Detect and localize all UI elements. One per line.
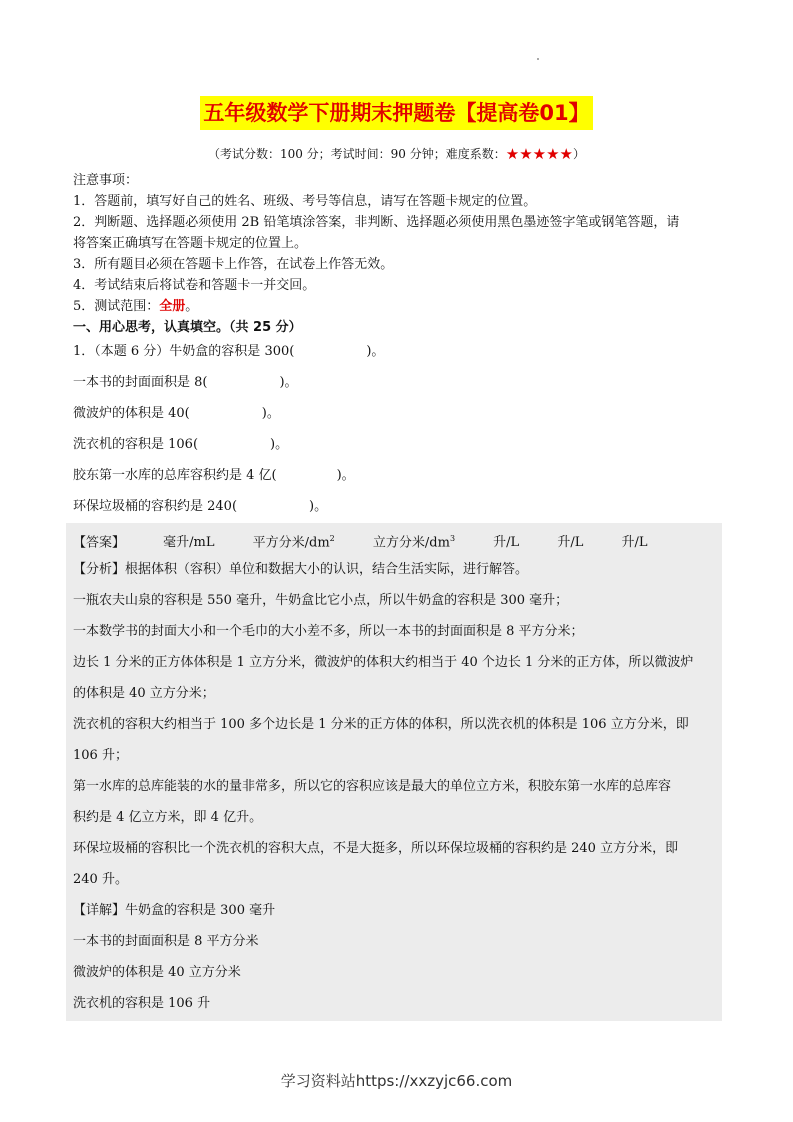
answer-unit: 升/L <box>621 535 648 551</box>
question-text: 环保垃圾桶的容积约是 240( <box>73 499 238 514</box>
analysis-label: 【分析】 <box>73 562 126 577</box>
analysis-line: 一本数学书的封面大小和一个毛巾的大小差不多，所以一本书的封面面积是 8 平方分米； <box>73 624 584 639</box>
analysis-text: 根据体积（容积）单位和数据大小的认识，结合生活实际，进行解答。 <box>125 562 529 577</box>
answer-row <box>73 529 648 553</box>
answer-unit <box>253 529 335 553</box>
exam-info-suffix: ） <box>573 147 586 161</box>
analysis-line: 一瓶农夫山泉的容积是 550 毫升，牛奶盒比它小点，所以牛奶盒的容积是 300 毫升； <box>73 593 569 608</box>
section-title: 一、用心思考，认真填空。（共 25 分） <box>73 320 302 335</box>
analysis-line: 环保垃圾桶的容积比一个洗衣机的容积大点，不是大挺多，所以环保垃圾桶的容积约是 240 立方分米，即 <box>73 841 679 856</box>
analysis-line: 积约是 4 亿立方米，即 4 亿升。 <box>73 810 263 825</box>
notice-item: 3．所有题目必须在答题卡上作答，在试卷上作答无效。 <box>73 257 394 272</box>
notice-item: 2．判断题、选择题必须使用 2B 铅笔填涂答案，非判断、选择题必须使用黑色墨迹签字笔或钢笔答题，请 <box>73 215 680 230</box>
answer-unit-text: 立方分米/dm <box>372 535 450 551</box>
answer-unit: 升/L <box>493 535 520 551</box>
question-text: 洗衣机的容积是 106( <box>73 437 199 452</box>
notice-block <box>73 170 723 339</box>
question-text: 1．（本题 6 分）牛奶盒的容积是 300( <box>73 344 295 359</box>
answer-unit-text: 平方分米/dm <box>252 535 330 551</box>
exam-info <box>0 145 793 163</box>
detail-label: 【详解】 <box>73 903 126 918</box>
question-end: )。 <box>336 468 355 483</box>
test-scope-end: 。 <box>185 299 199 314</box>
analysis-line: 240 升。 <box>73 872 128 887</box>
detail-line: 洗衣机的容积是 106 升 <box>73 996 211 1011</box>
difficulty-stars-icon: ★★★★★ <box>505 145 574 163</box>
notice-item: 1．答题前，填写好自己的姓名、班级、考号等信息，请写在答题卡规定的位置。 <box>73 194 537 209</box>
question-end: )。 <box>261 406 280 421</box>
question-line <box>73 373 298 393</box>
superscript: 2 <box>329 534 335 543</box>
exam-info-prefix: （考试分数：100 分；考试时间：90 分钟；难度系数： <box>207 147 506 161</box>
question-end: )。 <box>270 437 289 452</box>
analysis-row <box>73 560 528 580</box>
question-end: )。 <box>309 499 328 514</box>
answer-unit: 升/L <box>557 535 584 551</box>
footer-watermark: 学习资料站https://xxzyjc66.com <box>280 1072 513 1090</box>
answer-unit: 毫升/mL <box>163 535 215 551</box>
page-title: 五年级数学下册期末押题卷【提高卷01】 <box>200 96 592 130</box>
notice-item: 4．考试结束后将试卷和答题卡一并交回。 <box>73 278 316 293</box>
question-text: 微波炉的体积是 40( <box>73 406 190 421</box>
question-text: 一本书的封面面积是 8( <box>73 375 208 390</box>
test-scope-value: 全册 <box>159 299 186 314</box>
notice-heading: 注意事项： <box>73 173 139 188</box>
answer-label: 【答案】 <box>73 535 126 551</box>
question-end: )。 <box>366 344 385 359</box>
analysis-line: 的体积是 40 立方分米； <box>73 686 215 701</box>
analysis-line: 洗衣机的容积大约相当于 100 多个边长是 1 分米的正方体的体积，所以洗衣机的体积是 106 立方分米，即 <box>73 717 689 732</box>
question-end: )。 <box>279 375 298 390</box>
notice-item: 将答案正确填写在答题卡规定的位置上。 <box>73 236 308 251</box>
detail-line: 一本书的封面面积是 8 平方分米 <box>73 934 259 949</box>
analysis-line: 第一水库的总库能装的水的量非常多，所以它的容积应该是最大的单位立方米，积胶东第一水库的总库容 <box>73 779 672 794</box>
answer-unit <box>373 529 455 553</box>
analysis-line: 边长 1 分米的正方体体积是 1 立方分米，微波炉的体积大约相当于 40 个边长 1 分米的正方体，所以微波炉 <box>73 655 694 670</box>
scan-dot <box>537 58 539 60</box>
question-text: 胶东第一水库的总库容积约是 4 亿( <box>73 468 277 483</box>
test-scope <box>73 296 723 317</box>
question-line <box>73 435 288 455</box>
question-line <box>73 404 280 424</box>
question-line <box>73 497 327 517</box>
analysis-line: 106 升； <box>73 748 128 763</box>
detail-row <box>73 901 275 921</box>
superscript: 3 <box>449 534 456 543</box>
question-line <box>73 466 355 486</box>
answer-analysis-box <box>66 523 722 1021</box>
title-wrap <box>0 96 793 130</box>
detail-line: 微波炉的体积是 40 立方分米 <box>73 965 241 980</box>
test-scope-label: 5．测试范围： <box>73 299 160 314</box>
detail-text: 牛奶盒的容积是 300 毫升 <box>125 903 276 918</box>
question-line <box>73 342 384 362</box>
